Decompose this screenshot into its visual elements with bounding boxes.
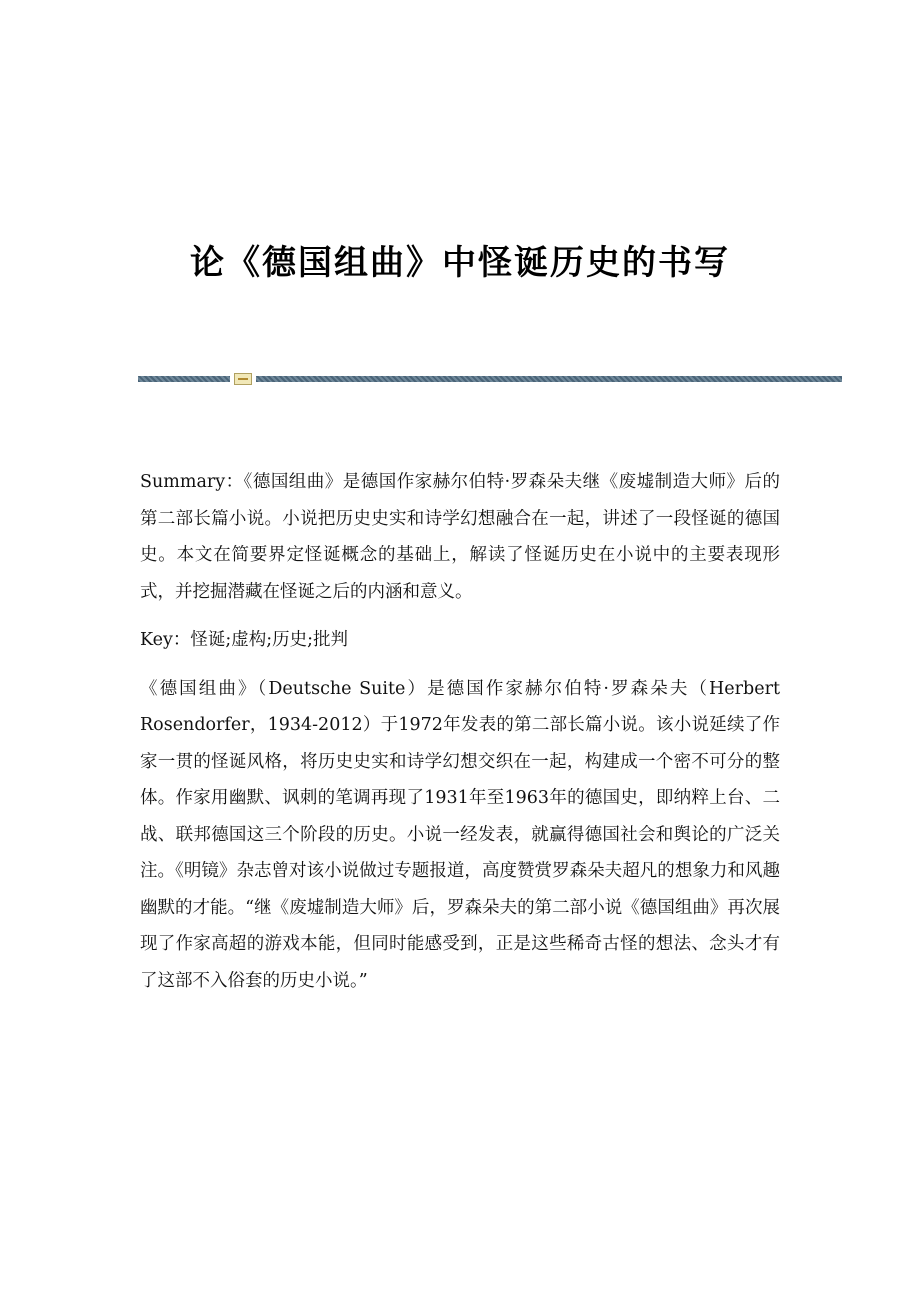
- document-title: 论《德国组曲》中怪诞历史的书写: [190, 242, 730, 283]
- divider-ornament-icon: [234, 373, 252, 385]
- body-paragraph: 《德国组曲》（Deutsche Suite）是德国作家赫尔伯特·罗森朵夫（Herbert Rosendorfer，1934-2012）于1972年发表的第二部长篇小说。该小说延续了作家一贯的怪诞风格，将历史史实和诗学幻想交织在一起，构建成一个密不可分的整体。作家用幽默、讽刺的笔调再现了1931年至1963年的德国史，即纳粹上台、二战、联邦德国这三个阶段的历史。小说一经发表，就赢得德国社会和舆论的广泛关注。《明镜》杂志曾对该小说做过专题报道，高度赞赏罗森朵夫超凡的想象力和风趣幽默的才能。“继《废墟制造大师》后，罗森朵夫的第二部小说《德国组曲》再次展现了作家高超的游戏本能，但同时能感受到，正是这些稀奇古怪的想法、念头才有了这部不入俗套的历史小说。”: [140, 678, 780, 991]
- title-divider: [138, 372, 842, 386]
- summary-paragraph: Summary：《德国组曲》是德国作家赫尔伯特·罗森朵夫继《废墟制造大师》后的第二部长篇小说。小说把历史史实和诗学幻想融合在一起，讲述了一段怪诞的德国史。本文在简要界定怪诞概念的基础上，解读了怪诞历史在小说中的主要表现形式，并挖掘潜藏在怪诞之后的内涵和意义。: [140, 472, 780, 602]
- divider-bar-right: [256, 376, 842, 382]
- document-body: [140, 464, 780, 1011]
- divider-bar-left: [138, 376, 230, 382]
- keywords-line: Key：怪诞;虚构;历史;批判: [140, 630, 349, 650]
